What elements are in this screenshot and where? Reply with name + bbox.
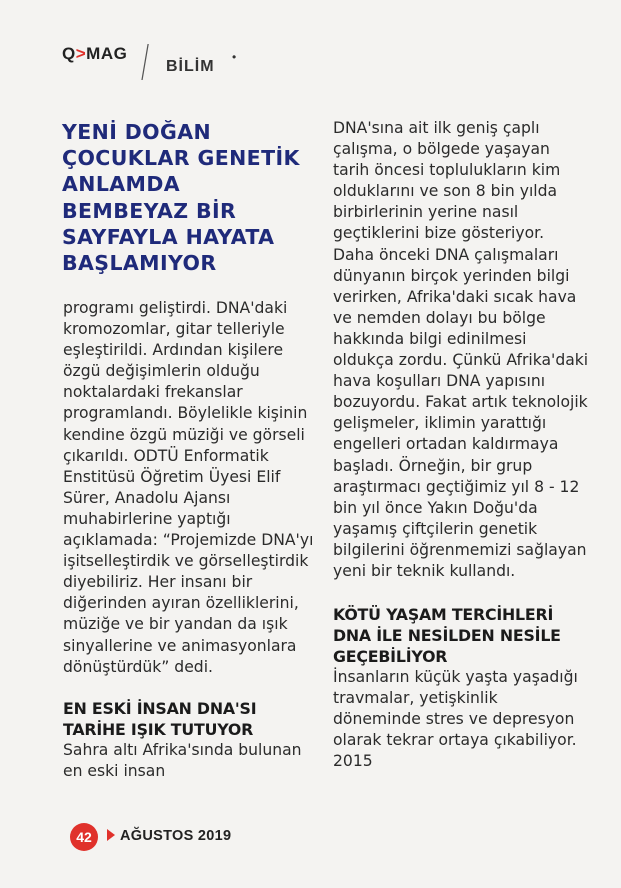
brand-mark: > <box>75 44 87 63</box>
arrow-icon <box>107 829 115 841</box>
section-dot-icon: • <box>232 50 237 64</box>
section-label: BİLİM <box>166 58 215 75</box>
issue-date: AĞUSTOS 2019 <box>120 828 232 844</box>
brand-suffix: MAG <box>86 44 128 63</box>
left-paragraph: programı geliştirdi. DNA'daki kromozomlar, gitar telleriyle eşleştirildi. Ardından kişilere özgü değişimlerin olduğu noktalardaki frekanslar programlandı. Böylelikle kişinin kendine özgü müziği ve görseli çıkarıldı. ODTÜ Enformatik Enstitüsü Öğretim Üyesi Elif Sürer, Anadolu Ajansı muhabirlerine yaptığı açıklamada: “Projemizde DNA'yı işitselleştirdik ve görselleştirdik diyebiliriz. Her insanı bir diğerinden ayıran özelliklerini, müziğe ve bir yandan da ışık sinyallerine ve animasyonlara dönüştürdük” dedi. <box>63 299 314 676</box>
right-subheading: KÖTÜ YAŞAM TERCİHLERİ DNA İLE NESİLDEN NESİLE GEÇEBİLİYOR <box>333 605 561 667</box>
left-column <box>63 298 319 782</box>
left-subparagraph: Sahra altı Afrika'sında bulunan en eski insan <box>63 740 302 780</box>
left-subheading: EN ESKİ İNSAN DNA'SI TARİHE IŞIK TUTUYOR <box>63 698 257 739</box>
right-paragraph: DNA'sına ait ilk geniş çaplı çalışma, o bölgede yaşayan tarih öncesi toplulukların kim olduklarını ve son 8 bin yılda birbirlerinin yerine nasıl geçtiklerini bize gösteriyor. Daha önceki DNA çalışmaları dünyanın birçok yerinden bilgi verirken, Afrika'daki sıcak hava ve nemden dolayı bu bölge hakkında bilgi edinilmesi oldukça zordu. Çünkü Afrika'daki hava koşulları DNA yapısını bozuyordu. Fakat artık teknolojik gelişmeler, iklimin yarattığı engelleri ortadan kaldırmaya başladı. Örneğin, bir grup araştırmacı geçtiğimiz yıl 8 - 12 bin yıl önce Yakın Doğu'da yaşamış çiftçilerin genetik bilgilerini öğrenmemizi sağlayan yeni bir teknik kullandı. <box>333 119 589 580</box>
right-subparagraph: İnsanların küçük yaşta yaşadığı travmalar, yetişkinlik döneminde stres ve depresyon olarak tekrar ortaya çıkabiliyor. 2015 <box>333 668 578 771</box>
header-divider: / <box>141 36 150 87</box>
article-headline: YENİ DOĞAN ÇOCUKLAR GENETİK ANLAMDA BEMBEYAZ BİR SAYFAYLA HAYATA BAŞLAMIYOR <box>62 120 300 276</box>
right-column <box>333 118 589 773</box>
brand-logo <box>62 44 127 64</box>
brand-prefix: Q <box>62 44 76 63</box>
page-number-badge: 42 <box>70 823 98 851</box>
